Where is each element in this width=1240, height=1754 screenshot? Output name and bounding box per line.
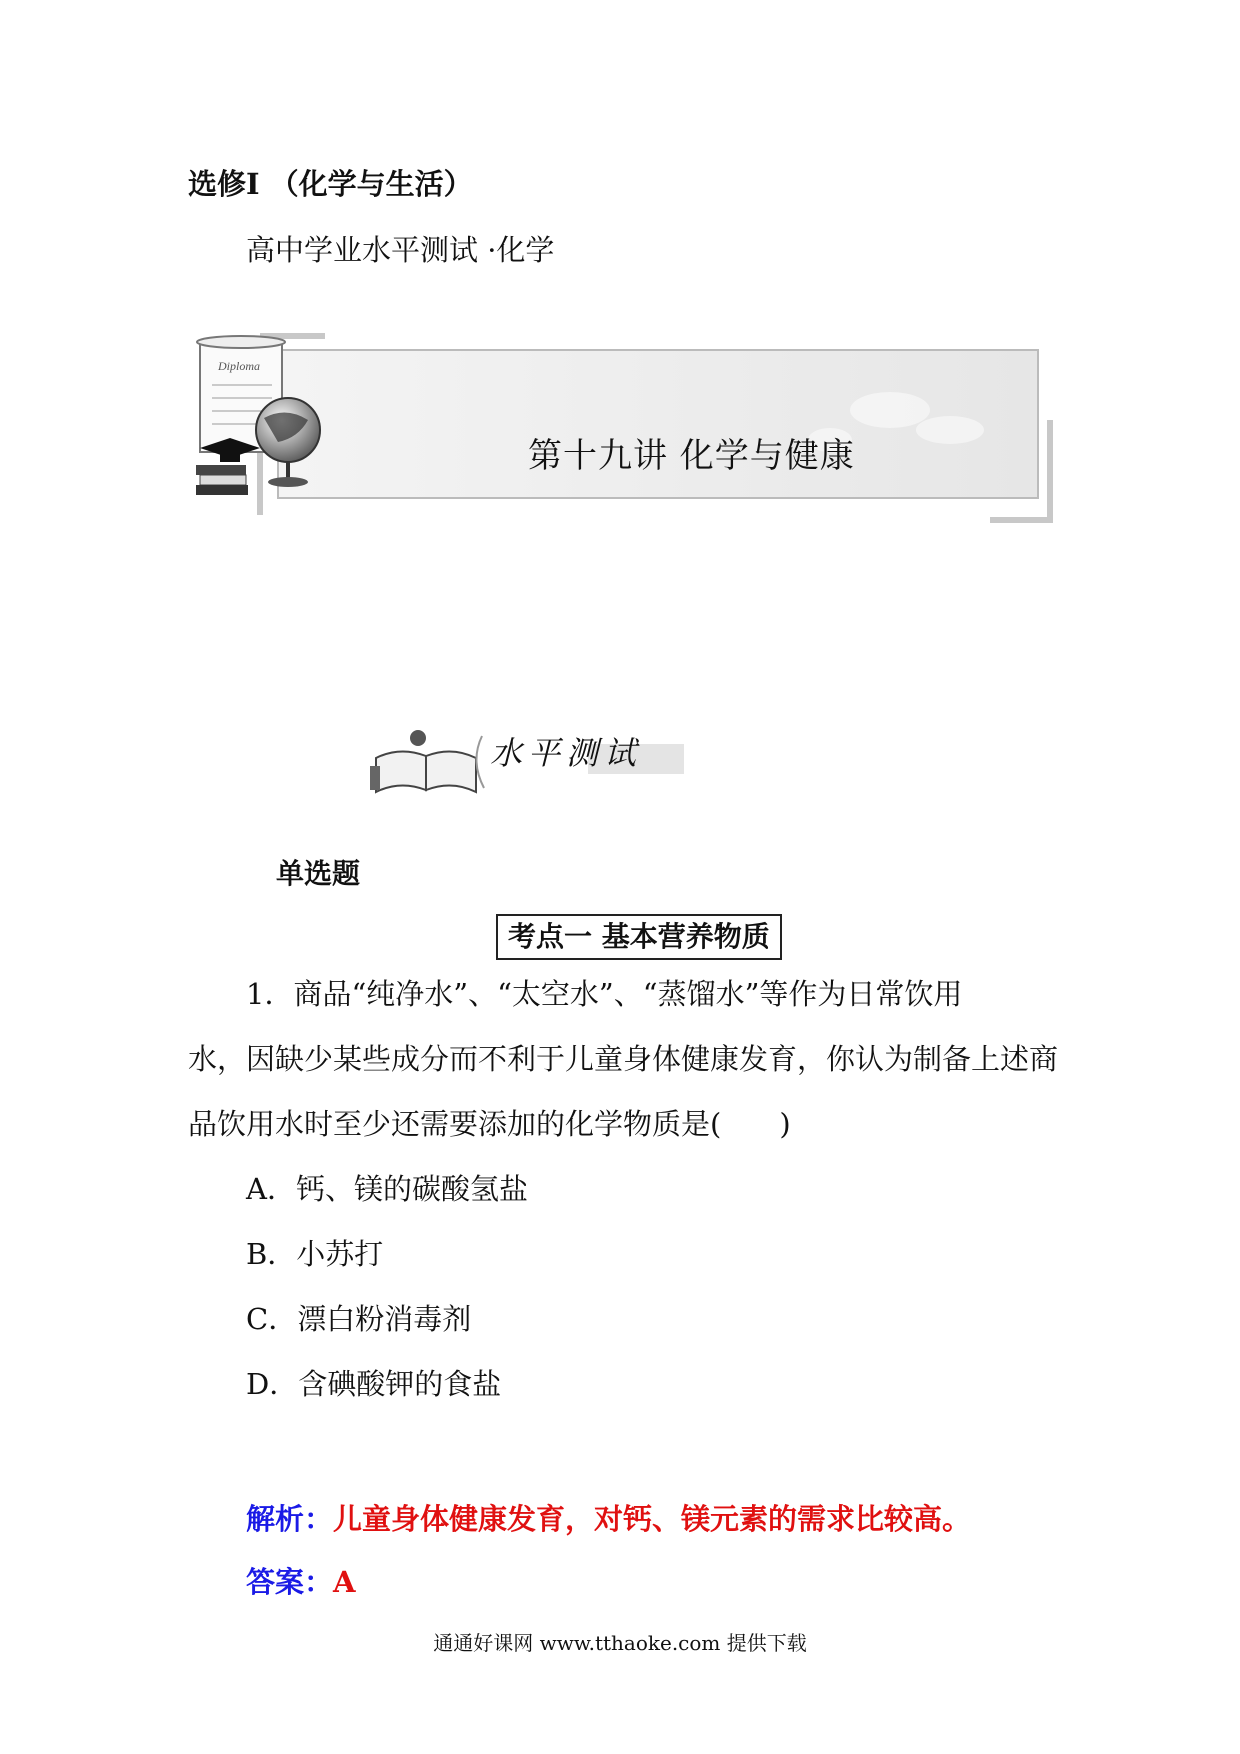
option-c: C．漂白粉消毒剂 [246,1302,472,1336]
analysis [246,1500,971,1538]
option-a: A．钙、镁的碳酸氢盐 [246,1172,528,1206]
section-title: 水平测试 [490,734,643,772]
option-b: B．小苏打 [246,1237,384,1271]
footer-credit: 通通好课网 www.tthaoke.com 提供下载 [433,1631,807,1655]
answer [246,1563,356,1601]
question-text-line-3: 品饮用水时至少还需要添加的化学物质是( ) [188,1107,791,1141]
question-text-line-2: 水，因缺少某些成分而不利于儿童身体健康发育，你认为制备上述商 [188,1042,1059,1076]
document-subtitle: 高中学业水平测试 ·化学 [246,233,555,267]
analysis-text: 儿童身体健康发育，对钙、镁元素的需求比较高。 [333,1502,972,1536]
course-title: 选修I （化学与生活） [188,167,473,201]
answer-value: A [333,1565,356,1599]
scroll-text: Diploma [218,359,260,373]
topic-heading: 考点一 基本营养物质 [496,914,782,960]
option-d: D．含碘酸钾的食盐 [246,1367,502,1401]
answer-label: 答案： [246,1565,334,1599]
analysis-label: 解析： [246,1502,334,1536]
question-text-line-1: 1．商品“纯净水”、“太空水”、“蒸馏水”等作为日常饮用 [246,977,963,1011]
open-book-icon [370,730,476,792]
lecture-title: 第十九讲 化学与健康 [528,436,855,476]
books-graduation-cap-icon [196,438,260,495]
question-type: 单选题 [276,857,361,890]
